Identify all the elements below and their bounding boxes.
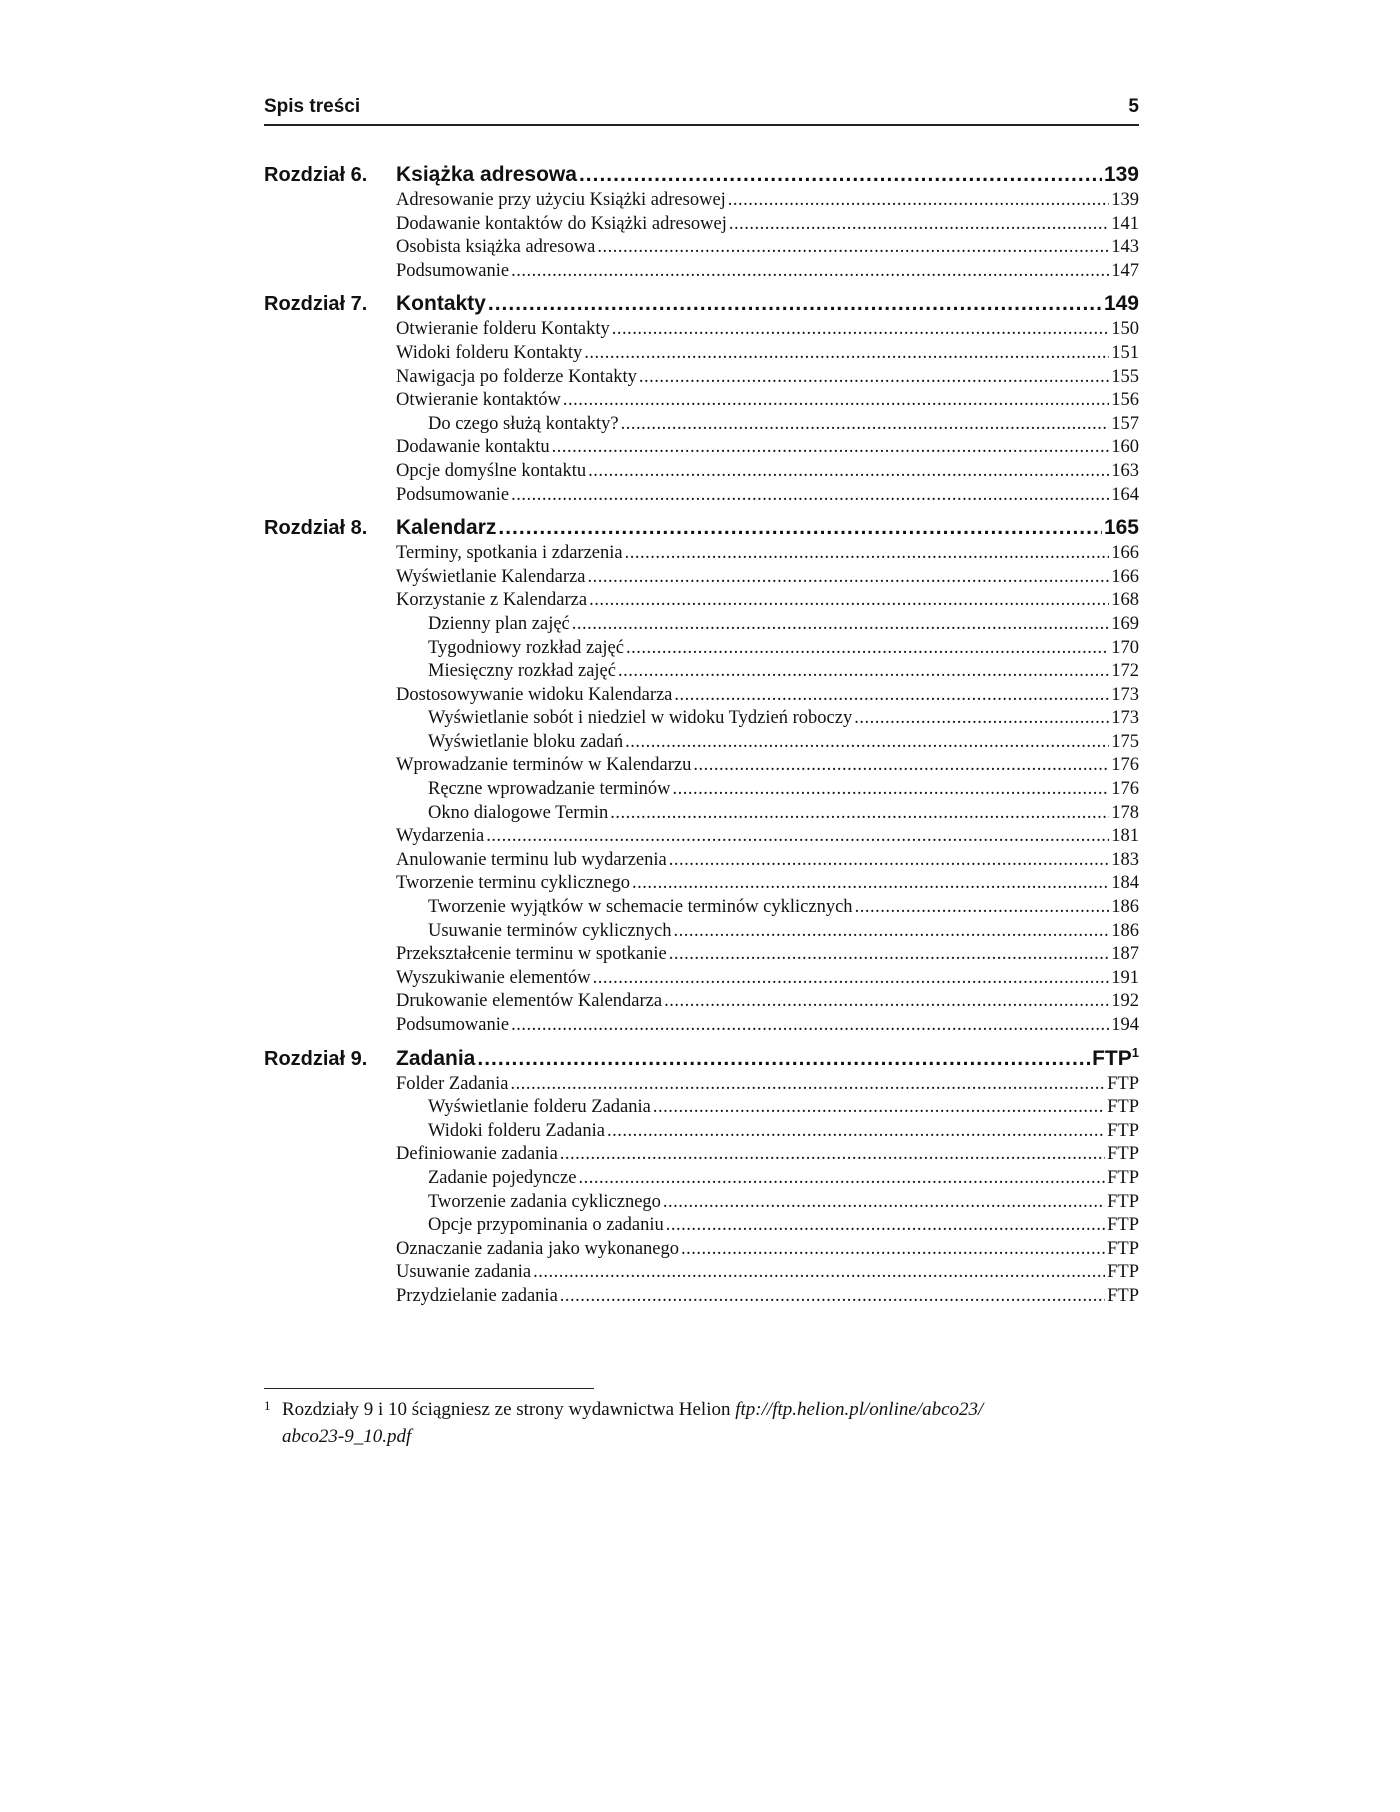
chapter-block [264,290,1139,507]
toc-entry[interactable] [396,825,1139,849]
toc-entry[interactable] [396,213,1139,237]
dot-leader [854,707,1109,731]
toc-entry-page: 186 [1111,897,1139,918]
chapter-title: Kontakty [396,292,486,316]
dot-leader [477,1045,1090,1073]
toc-entry-title: Wyświetlanie sobót i niedziel w widoku Tydzień roboczy [428,708,853,729]
toc-entry-title: Dzienny plan zajęć [428,613,570,634]
toc-entry-title: Korzystanie z Kalendarza [396,590,588,611]
toc-entry-title: Nawigacja po folderze Kontakty [396,366,637,387]
toc-entry[interactable] [396,236,1139,260]
toc-entry[interactable] [396,389,1139,413]
chapter-page-value: 165 [1103,516,1139,540]
chapter-page [1104,514,1139,542]
toc-entry-page: FTP [1107,1144,1139,1165]
toc-entry-title: Wyświetlanie folderu Zadania [428,1097,651,1118]
toc-entry-title: Widoki folderu Kontakty [396,342,583,363]
toc-entry-title: Definiowanie zadania [396,1144,558,1165]
dot-leader [610,802,1109,826]
chapter-page [1104,161,1139,189]
dot-leader [511,1014,1109,1038]
toc-entry-page: 147 [1111,260,1139,281]
chapter-page-value: 139 [1103,163,1139,186]
footnote-divider [264,1388,594,1389]
dot-leader [533,1261,1105,1285]
toc-entry-page: 178 [1111,802,1139,823]
toc-entry-page: 155 [1111,366,1139,387]
toc-entry-title: Folder Zadania [396,1073,509,1094]
chapter-page [1092,1045,1139,1073]
chapter-label: Rozdział 7. [264,293,368,316]
chapter-title: Zadania [396,1046,476,1070]
dot-leader [693,754,1109,778]
dot-leader [639,366,1109,390]
toc-entry-title: Dodawanie kontaktów do Książki adresowej [396,213,727,234]
dot-leader [625,542,1110,566]
dot-leader [621,413,1110,437]
toc-entry-title: Osobista książka adresowa [396,237,596,258]
toc-entry-title: Terminy, spotkania i zdarzenia [396,543,623,564]
toc-entry[interactable] [396,920,1139,944]
toc-entry[interactable] [396,1285,1139,1309]
toc-entry-title: Wyszukiwanie elementów [396,967,591,988]
dot-leader [669,849,1110,873]
toc-entry-title: Zadanie pojedyncze [428,1167,577,1188]
toc-entry-page: 139 [1111,190,1139,210]
toc-entry-page: 164 [1111,484,1139,505]
toc-entry[interactable] [396,637,1139,661]
dot-leader [612,318,1110,342]
toc-entry-title: Ręczne wprowadzanie terminów [428,779,671,800]
toc-entry-title: Wydarzenia [396,826,485,847]
chapter-block [264,514,1139,1037]
dot-leader [681,1238,1105,1262]
dot-leader [666,1214,1105,1238]
toc-entry-page: 191 [1111,967,1139,988]
toc-entry[interactable] [396,943,1139,967]
toc-entry[interactable] [396,1191,1139,1215]
toc-entry[interactable] [396,189,1139,213]
toc-entry-page: 176 [1111,755,1139,776]
toc-entry[interactable] [396,342,1139,366]
toc-entry-page: 169 [1111,613,1139,634]
toc-entry-page: 156 [1111,390,1139,411]
toc-entry-title: Podsumowanie [396,484,510,505]
dot-leader [488,290,1102,318]
toc-entry-page: 183 [1111,849,1139,870]
page-number: 5 [1128,96,1139,117]
page-header [264,96,1139,126]
dot-leader [728,189,1109,213]
toc-entry-page: 141 [1111,213,1139,234]
toc-entry-page: 194 [1111,1015,1139,1035]
toc-entry[interactable] [396,1214,1139,1238]
toc-entry-page: 172 [1111,661,1139,682]
dot-leader [560,1143,1105,1167]
toc-entry[interactable] [396,1014,1139,1038]
footnote-mark: 1 [264,1398,271,1413]
dot-leader [597,236,1109,260]
dot-leader [593,967,1110,991]
toc-entry-page: 187 [1111,944,1139,965]
toc-entry-title: Opcje przypominania o zadaniu [428,1215,664,1236]
toc-entry[interactable] [396,1167,1139,1191]
toc-entry-page: 173 [1111,708,1139,729]
toc-entry-page: FTP [1107,1191,1139,1212]
toc-entry[interactable] [396,707,1139,731]
dot-leader [626,637,1109,661]
footnote-text: Rozdziały 9 i 10 ściągniesz ze strony wydawnictwa Helion [282,1399,736,1420]
toc-entry-page: FTP [1107,1262,1139,1283]
toc-entry-title: Podsumowanie [396,260,510,281]
footnote [264,1396,1139,1450]
toc-entry[interactable] [396,566,1139,590]
dot-leader [584,342,1109,366]
footnote-link-cont[interactable]: abco23-9_10.pdf [282,1426,412,1447]
toc-entry-page: 160 [1111,437,1139,458]
toc-entry-page: FTP [1107,1167,1139,1188]
toc-entry-page: 166 [1111,566,1139,587]
chapter-page-value: 149 [1103,292,1139,316]
toc-entry-page: 150 [1111,319,1139,340]
dot-leader [560,1285,1105,1309]
toc-entry-title: Anulowanie terminu lub wydarzenia [396,849,667,870]
dot-leader [672,778,1109,802]
toc-entry-title: Otwieranie folderu Kontakty [396,319,610,340]
toc-entry-page: 176 [1111,779,1139,800]
toc-entry-title: Wyświetlanie bloku zadań [428,731,624,752]
toc-entry-page: FTP [1107,1215,1139,1236]
dot-leader [664,990,1109,1014]
footnote-ref[interactable]: 1 [1131,1044,1139,1060]
toc-entry[interactable] [396,589,1139,613]
toc-entry-page: 168 [1111,590,1139,611]
toc-entry[interactable] [396,436,1139,460]
toc-entry-page: 143 [1111,237,1139,258]
chapter-block [264,1045,1139,1309]
toc-entry-page: 166 [1111,543,1139,564]
dot-leader [729,213,1109,237]
toc-entry-page: 175 [1111,731,1139,752]
toc-entry-page: 157 [1111,413,1139,434]
toc-entry[interactable] [396,1143,1139,1167]
toc-entry-title: Tworzenie terminu cyklicznego [396,873,630,894]
toc-entry[interactable] [396,990,1139,1014]
dot-leader [855,896,1110,920]
dot-leader [579,161,1102,189]
chapter-title-row[interactable] [396,290,1139,318]
toc-entry-title: Do czego służą kontakty? [428,413,619,434]
toc-entry-title: Usuwanie zadania [396,1262,532,1283]
toc-entry[interactable] [396,413,1139,437]
toc-entry-title: Przydzielanie zadania [396,1285,558,1306]
toc-entry-title: Dodawanie kontaktu [396,437,550,458]
toc-entry-title: Wyświetlanie Kalendarza [396,566,586,587]
toc-entry-title: Dostosowywanie widoku Kalendarza [396,684,673,705]
dot-leader [589,589,1109,613]
toc-entry-page: 151 [1111,342,1139,363]
toc-entry-page: 170 [1111,637,1139,658]
toc-entry[interactable] [396,260,1139,284]
table-of-contents [264,161,1139,1316]
toc-entry-title: Przekształcenie terminu w spotkanie [396,944,667,965]
toc-entry[interactable] [396,802,1139,826]
toc-entry-title: Miesięczny rozkład zajęć [428,661,616,682]
toc-entry[interactable] [396,872,1139,896]
dot-leader [607,1120,1105,1144]
dot-leader [486,825,1109,849]
dot-leader [674,684,1109,708]
toc-entry[interactable] [396,731,1139,755]
toc-entry-title: Adresowanie przy użyciu Książki adresowej [396,190,726,210]
toc-entry[interactable] [396,754,1139,778]
toc-entry[interactable] [396,613,1139,637]
toc-entry-page: FTP [1107,1285,1139,1306]
toc-entry[interactable] [396,484,1139,508]
toc-entry-title: Otwieranie kontaktów [396,390,561,411]
toc-entry[interactable] [396,967,1139,991]
toc-entry-title: Okno dialogowe Termin [428,802,609,823]
dot-leader [572,613,1109,637]
toc-entry-page: 181 [1111,826,1139,847]
toc-entry[interactable] [396,1120,1139,1144]
chapter-title-row[interactable] [396,1045,1139,1073]
dot-leader [588,460,1109,484]
chapter-label: Rozdział 9. [264,1047,368,1070]
toc-entry[interactable] [396,460,1139,484]
dot-leader [498,514,1102,542]
dot-leader [578,1167,1105,1191]
toc-entry-title: Tygodniowy rozkład zajęć [428,637,624,658]
toc-entry[interactable] [396,778,1139,802]
toc-entry-title: Tworzenie wyjątków w schemacie terminów cyklicznych [428,897,853,918]
toc-entry[interactable] [396,318,1139,342]
toc-entry-title: Podsumowanie [396,1015,510,1035]
toc-entry-page: 184 [1111,873,1139,894]
toc-entry-title: Usuwanie terminów cyklicznych [428,920,672,941]
chapter-label: Rozdział 6. [264,164,368,186]
dot-leader [632,872,1109,896]
toc-entry[interactable] [396,366,1139,390]
toc-entry-page: FTP [1107,1120,1139,1141]
running-title: Spis treści [264,96,361,117]
toc-entry-title: Oznaczanie zadania jako wykonanego [396,1238,680,1259]
toc-entry[interactable] [396,1238,1139,1262]
dot-leader [625,731,1109,755]
toc-entry-page: 186 [1111,920,1139,941]
dot-leader [587,566,1109,590]
toc-entry[interactable] [396,1096,1139,1120]
dot-leader [653,1096,1105,1120]
toc-entry[interactable] [396,660,1139,684]
toc-entry-title: Opcje domyślne kontaktu [396,460,587,481]
chapter-title: Kalendarz [396,516,497,540]
chapter-page-value: FTP [1092,1046,1132,1070]
toc-entry-title: Widoki folderu Zadania [428,1120,605,1141]
chapter-title-row[interactable] [396,161,1139,189]
chapter-title-row[interactable] [396,514,1139,542]
dot-leader [511,1073,1106,1097]
toc-entry-title: Wprowadzanie terminów w Kalendarzu [396,755,692,776]
dot-leader [511,260,1109,284]
toc-entry[interactable] [396,1261,1139,1285]
dot-leader [511,484,1109,508]
toc-entry-page: FTP [1107,1073,1139,1094]
chapter-label: Rozdział 8. [264,517,368,540]
chapter-block [264,161,1139,283]
footnote-link[interactable]: ftp://ftp.helion.pl/online/abco23/ [735,1399,984,1420]
toc-entry[interactable] [396,849,1139,873]
toc-entry-page: 192 [1111,991,1139,1012]
dot-leader [618,660,1109,684]
chapter-page [1104,290,1139,318]
toc-entry-title: Tworzenie zadania cyklicznego [428,1191,661,1212]
toc-entry[interactable] [396,896,1139,920]
dot-leader [552,436,1110,460]
toc-entry[interactable] [396,542,1139,566]
chapter-title: Książka adresowa [396,163,577,186]
toc-entry-title: Drukowanie elementów Kalendarza [396,991,663,1012]
toc-entry-page: FTP [1107,1238,1139,1259]
toc-entry-page: 163 [1111,460,1139,481]
dot-leader [563,389,1109,413]
toc-entry[interactable] [396,1073,1139,1097]
dot-leader [674,920,1110,944]
dot-leader [663,1191,1105,1215]
toc-entry[interactable] [396,684,1139,708]
toc-entry-page: FTP [1107,1097,1139,1118]
dot-leader [669,943,1110,967]
toc-entry-page: 173 [1111,684,1139,705]
